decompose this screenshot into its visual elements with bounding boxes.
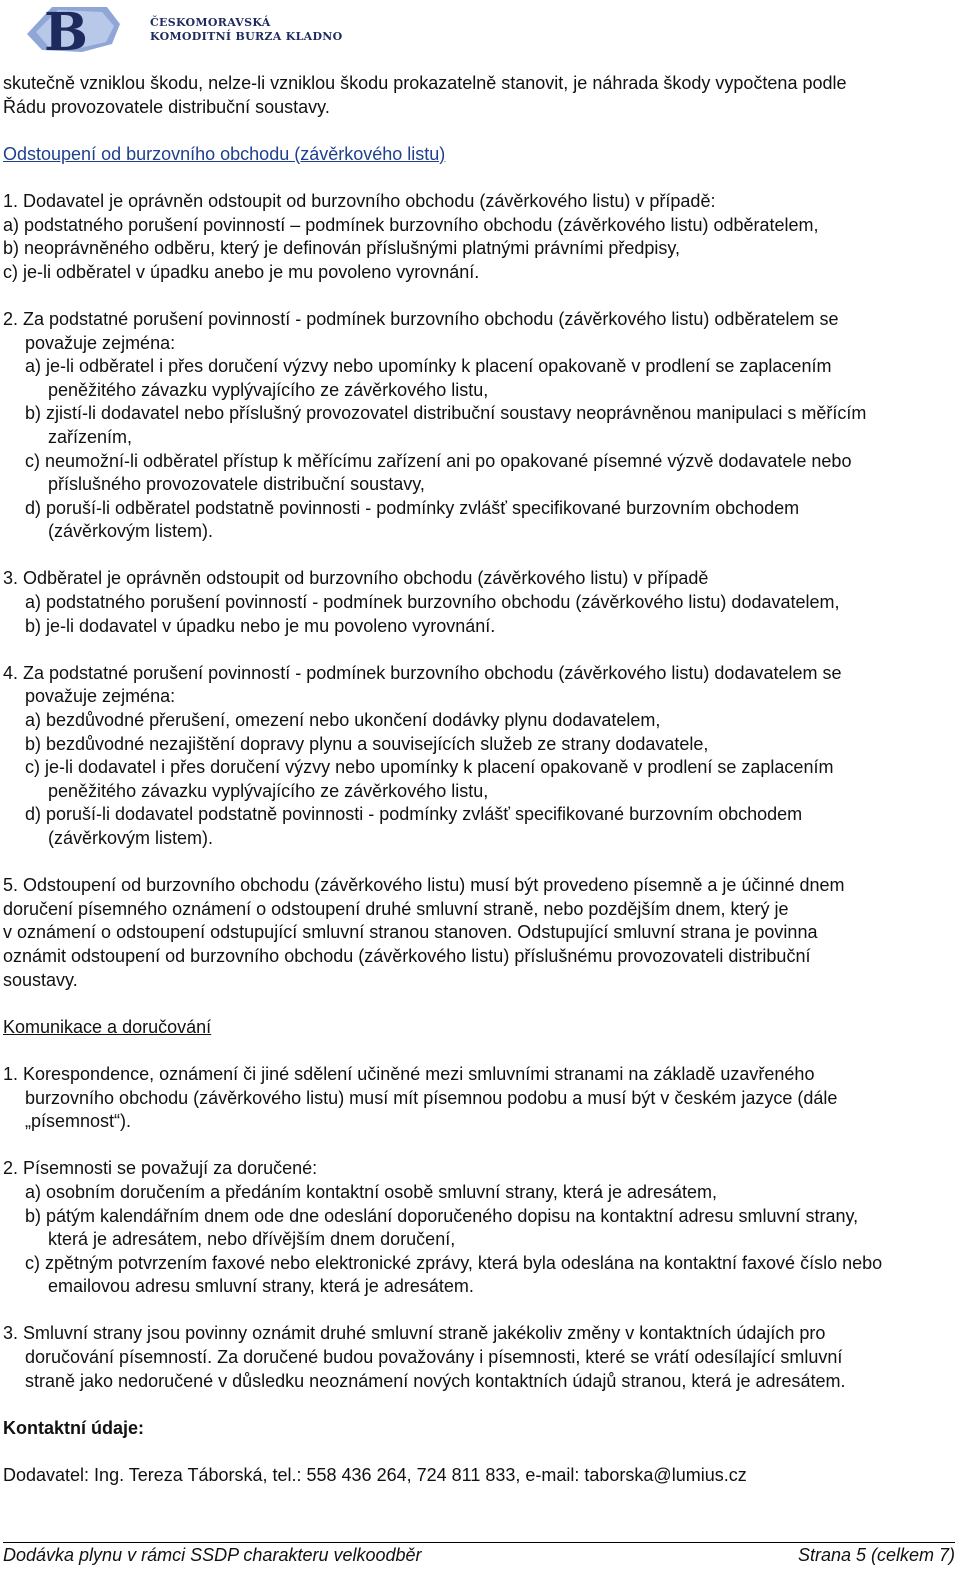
list-item: považuje zejména: [25,686,176,707]
list-item: a) osobním doručením a předáním kontaktní osobě smluvní strany, která je adresátem, [25,1181,718,1202]
list-item: 1. Korespondence, oznámení či jiné sdělení učiněné mezi smluvními stranami na základě uzavřeného [3,1063,815,1084]
list-item: 2. Písemnosti se považují za doručené: [3,1158,318,1179]
logo-line1: ČESKOMORAVSKÁ [150,16,271,29]
list-item: c) je-li odběratel v úpadku anebo je mu povoleno vyrovnání. [3,261,480,282]
list-item: b) bezdůvodné nezajištění dopravy plynu a souvisejících služeb ze strany dodavatele, [25,733,709,754]
svg-text:B: B [44,4,88,54]
list-item: burzovního obchodu (závěrkového listu) musí mít písemnou podobu a musí být v českém jazyce (dále [25,1087,838,1108]
footer [3,1542,955,1566]
list-item: 3. Smluvní strany jsou povinny oznámit druhé smluvní straně jakékoliv změny v kontaktních údajích pro [3,1323,826,1344]
list-item: b) pátým kalendářním dnem ode dne odeslání doporučeného dopisu na kontaktní adresu smluvní strany, [25,1205,859,1226]
list-item: a) podstatného porušení povinností - podmínek burzovního obchodu (závěrkového listu) dodavatelem, [25,592,840,613]
list-item: soustavy. [3,969,78,990]
list-item: příslušného provozovatele distribuční soustavy, [48,474,425,495]
paragraph-line: Řádu provozovatele distribuční soustavy. [3,96,330,117]
list-item: „písemnost“). [25,1111,132,1132]
list-item: která je adresátem, nebo dřívějším dnem doručení, [48,1229,456,1250]
list-item: 1. Dodavatel je oprávněn odstoupit od burzovního obchodu (závěrkového listu) v případě: [3,190,716,211]
list-item: straně jako nedoručené v důsledku neoznámení nových kontaktních údajů stranou, která je adresátem. [25,1370,846,1391]
list-item: a) je-li odběratel i přes doručení výzvy nebo upomínky k placení opakovaně v prodlení se zaplacením [25,356,832,377]
section-heading-withdrawal: Odstoupení od burzovního obchodu (závěrkového listu) [3,143,446,164]
list-item: považuje zejména: [25,332,176,353]
burza-logo-icon [22,4,122,54]
paragraph-line: skutečně vzniklou škodu, nelze-li vzniklou škodu prokazatelně stanovit, je náhrada škody vypočtena podle [3,73,847,93]
list-item: peněžitého závazku vyplývajícího ze závěrkového listu, [48,379,489,400]
list-item: b) neoprávněného odběru, který je definován příslušnými platnými právními předpisy, [3,238,681,259]
list-item: 4. Za podstatné porušení povinností - podmínek burzovního obchodu (závěrkového listu) dodavatelem se [3,662,842,683]
document-body [3,72,955,1488]
list-item: v oznámení o odstoupení odstupující smluvní stranou stanoven. Odstupující smluvní strana je povinna [3,922,818,943]
list-item: a) bezdůvodné přerušení, omezení nebo ukončení dodávky plynu dodavatelem, [25,710,661,731]
list-item: emailovou adresu smluvní strany, která je adresátem. [48,1276,474,1297]
footer-page-number: Strana 5 (celkem 7) [797,1545,955,1565]
section-heading-contacts: Kontaktní údaje: [3,1417,145,1438]
footer-document-title: Dodávka plynu v rámci SSDP charakteru velkoodběr [3,1545,422,1565]
list-item: c) je-li dodavatel i přes doručení výzvy nebo upomínky k placení opakovaně v prodlení se zaplacením [25,757,834,778]
logo-line2: KOMODITNÍ BURZA KLADNO [150,30,343,43]
list-item: 5. Odstoupení od burzovního obchodu (závěrkového listu) musí být provedeno písemně a je účinné dnem [3,875,845,896]
header [22,4,343,54]
list-item: c) neumožní-li odběratel přístup k měřícímu zařízení ani po opakované písemné výzvě dodavatele nebo [25,450,852,471]
list-item: doručování písemností. Za doručené budou považovány i písemnosti, které se vrátí odesílající smluvní [25,1347,843,1368]
list-item: b) je-li dodavatel v úpadku nebo je mu povoleno vyrovnání. [25,615,496,636]
list-item: doručení písemného oznámení o odstoupení druhé smluvní straně, nebo pozdějším dnem, který je [3,898,789,919]
logo-text [150,16,343,44]
list-item: 3. Odběratel je oprávněn odstoupit od burzovního obchodu (závěrkového listu) v případě [3,568,709,589]
section-heading-communication: Komunikace a doručování [3,1016,212,1037]
list-item: b) zjistí-li dodavatel nebo příslušný provozovatel distribuční soustavy neoprávněnou manipulaci s měřícím [25,403,867,424]
list-item: peněžitého závazku vyplývajícího ze závěrkového listu, [48,780,489,801]
list-item: d) poruší-li dodavatel podstatně povinnosti - podmínky zvlášť specifikované burzovním obchodem [25,804,803,825]
list-item: (závěrkovým listem). [48,828,214,848]
list-item: a) podstatného porušení povinností – podmínek burzovního obchodu (závěrkového listu) odběratelem, [3,214,819,235]
list-item: (závěrkovým listem). [48,521,214,542]
list-item: c) zpětným potvrzením faxové nebo elektronické zprávy, která byla odeslána na kontaktní faxové číslo nebo [25,1252,883,1273]
list-item: 2. Za podstatné porušení povinností - podmínek burzovního obchodu (závěrkového listu) odběratelem se [3,308,839,329]
contact-line: Dodavatel: Ing. Tereza Táborská, tel.: 558 436 264, 724 811 833, e-mail: taborska@lumius.cz [3,1465,747,1486]
list-item: d) poruší-li odběratel podstatně povinnosti - podmínky zvlášť specifikované burzovním obchodem [25,497,800,518]
list-item: zařízením, [48,426,133,447]
list-item: oznámit odstoupení od burzovního obchodu (závěrkového listu) příslušnému provozovateli distribuční [3,945,811,966]
